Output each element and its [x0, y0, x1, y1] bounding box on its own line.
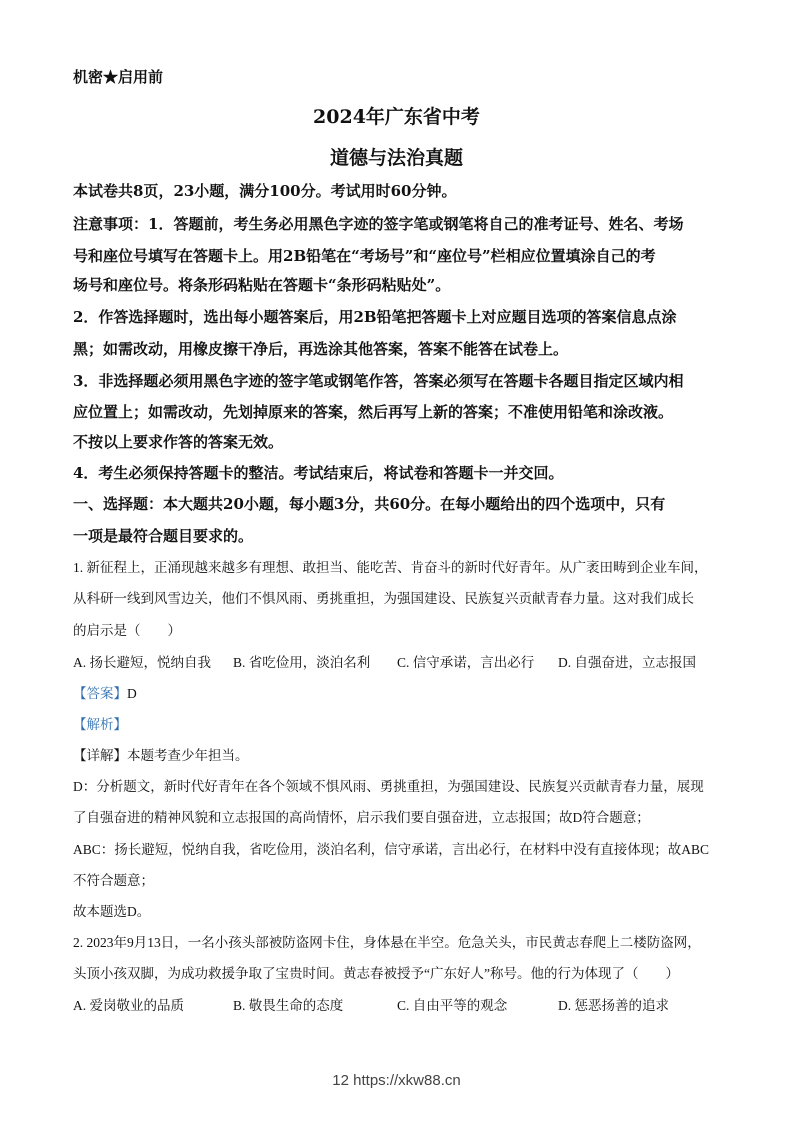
question-2-stem: 头顶小孩双脚，为成功救援争取了宝贵时间。黄志春被授予“广东好人”称号。他的行为体现了（ ） [73, 966, 679, 981]
answer-line [73, 682, 137, 702]
section-heading: 一项是最符合题目要求的。 [73, 527, 254, 545]
option-a: A. 爱岗敬业的品质 [73, 998, 184, 1013]
answer-value: D [127, 686, 137, 701]
page-footer: 12 https://xkw88.cn [332, 1072, 461, 1089]
notes-line: 3．非选择题必须用黑色字迹的签字笔或钢笔作答，答案必须写在答题卡各题目指定区域内相 [73, 372, 684, 390]
option-a: A. 扬长避短，悦纳自我 [73, 655, 211, 670]
option-c: C. 信守承诺，言出必行 [397, 655, 535, 670]
explanation-line: 不符合题意； [73, 873, 154, 888]
notes-line: 不按以上要求作答的答案无效。 [73, 433, 284, 451]
notes-line: 注意事项：1．答题前，考生务必用黑色字迹的签字笔或钢笔将自己的准考证号、姓名、考场 [73, 215, 684, 233]
notes-line: 4．考生必须保持答题卡的整洁。考试结束后，将试卷和答题卡一并交回。 [73, 464, 564, 482]
section-heading: 一、选择题：本大题共20小题，每小题3分，共60分。在每小题给出的四个选项中，只有 [73, 495, 666, 513]
exam-summary: 本试卷共8页，23小题，满分100分。考试用时60分钟。 [73, 182, 457, 200]
option-b: B. 敬畏生命的态度 [233, 998, 344, 1013]
analysis-tag: 【解析】 [73, 717, 127, 732]
exam-subtitle: 道德与法治真题 [329, 147, 463, 169]
question-2-stem: 2. 2023年9月13日，一名小孩头部被防盗网卡住，身体悬在半空。危急关头，市民黄志春爬上二楼防盗网， [73, 935, 701, 950]
notes-line: 2．作答选择题时，选出每小题答案后，用2B铅笔把答题卡上对应题目选项的答案信息点涂 [73, 308, 677, 326]
option-c: C. 自由平等的观念 [397, 998, 508, 1013]
question-1-stem: 的启示是（ ） [73, 623, 181, 638]
question-1-stem: 从科研一线到风雪边关，他们不惧风雨、勇挑重担，为强国建设、民族复兴贡献青春力量。这对我们成长 [73, 591, 694, 606]
option-d: D. 自强奋进，立志报国 [558, 655, 696, 670]
notes-line: 应位置上；如需改动，先划掉原来的答案，然后再写上新的答案；不准使用铅笔和涂改液。 [73, 403, 674, 421]
notes-line: 黑；如需改动，用橡皮擦干净后，再选涂其他答案，答案不能答在试卷上。 [73, 340, 569, 358]
notes-line: 场号和座位号。将条形码粘贴在答题卡“条形码粘贴处”。 [73, 276, 451, 294]
detail-line: 【详解】本题考查少年担当。 [73, 748, 249, 763]
option-b: B. 省吃俭用，淡泊名利 [233, 655, 371, 670]
option-d: D. 惩恶扬善的追求 [558, 998, 669, 1013]
answer-tag: 【答案】 [73, 686, 127, 701]
notes-line: 号和座位号填写在答题卡上。用2B铅笔在“考场号”和“座位号”栏相应位置填涂自己的考 [73, 247, 656, 265]
explanation-line: ABC：扬长避短，悦纳自我，省吃俭用，淡泊名利，信守承诺，言出必行，在材料中没有直接体现；故ABC [73, 842, 710, 857]
question-1-stem: 1. 新征程上，正涌现越来越多有理想、敢担当、能吃苦、肯奋斗的新时代好青年。从广袤田畴到企业车间， [73, 560, 708, 575]
explanation-line: 故本题选D。 [73, 904, 151, 919]
explanation-line: 了自强奋进的精神风貌和立志报国的高尚情怀，启示我们要自强奋进，立志报国；故D符合题意； [73, 810, 650, 825]
confidential-label: 机密★启用前 [73, 68, 164, 86]
explanation-line: D：分析题文，新时代好青年在各个领域不惧风雨、勇挑重担，为强国建设、民族复兴贡献青春力量，展现 [73, 779, 704, 794]
exam-title: 2024年广东省中考 [313, 106, 480, 128]
